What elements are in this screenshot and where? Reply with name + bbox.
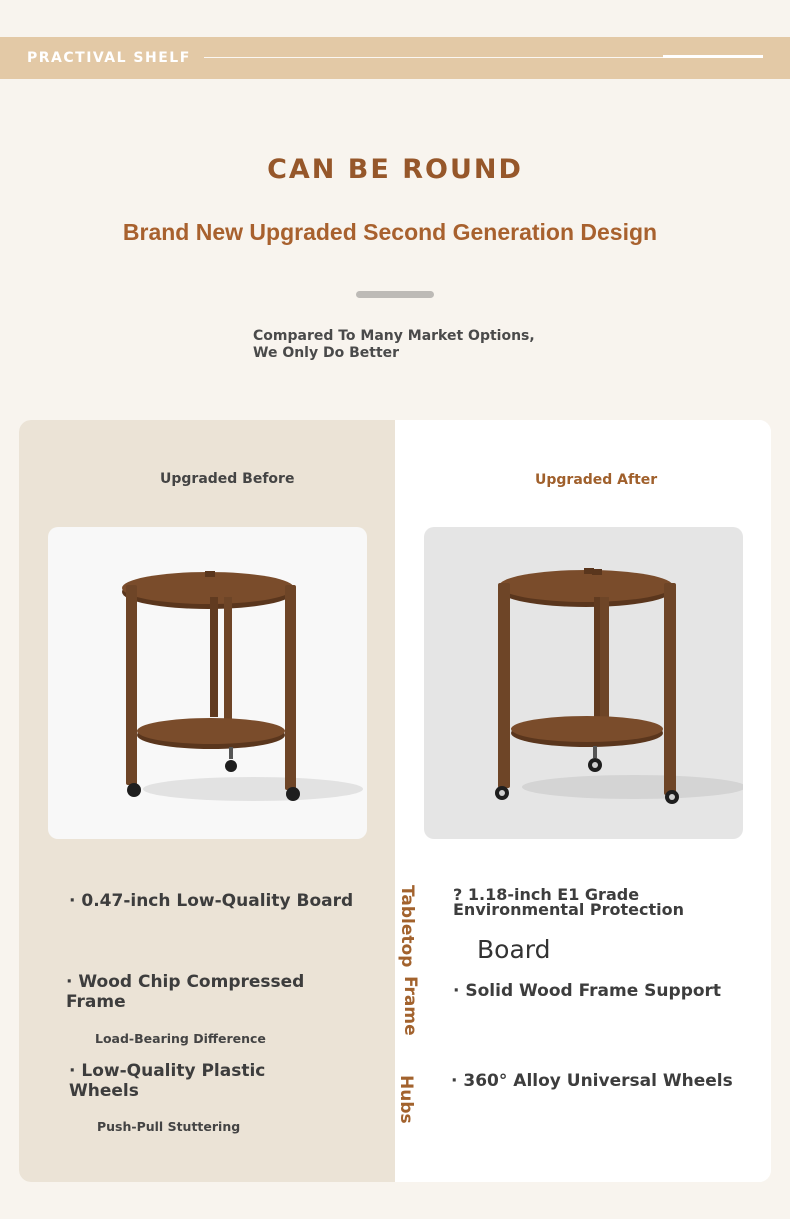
page-headline: CAN BE ROUND bbox=[267, 154, 523, 185]
before-wheels-note: Push-Pull Stuttering bbox=[97, 1119, 241, 1134]
after-board-feature-cont: Board bbox=[477, 935, 551, 964]
top-banner bbox=[0, 37, 790, 79]
section-divider bbox=[356, 291, 434, 298]
comparison-card bbox=[19, 420, 771, 1182]
after-frame-feature: · Solid Wood Frame Support bbox=[453, 981, 722, 1001]
before-board-feature: · 0.47-inch Low-Quality Board bbox=[69, 891, 354, 911]
before-wheels-feature: · Low-Quality Plastic Wheels bbox=[69, 1061, 266, 1101]
before-frame-feature: · Wood Chip Compressed Frame bbox=[66, 972, 305, 1012]
after-title: Upgraded After bbox=[535, 472, 658, 488]
category-tabletop: Tabletop bbox=[397, 885, 417, 968]
category-hubs: Hubs bbox=[396, 1075, 416, 1124]
before-product-image bbox=[48, 527, 367, 839]
after-board-feature: ? 1.18-inch E1 Grade Environmental Protection bbox=[453, 885, 685, 919]
after-product-image bbox=[424, 527, 743, 839]
before-frame-note: Load-Bearing Difference bbox=[95, 1031, 266, 1046]
before-title: Upgraded Before bbox=[160, 471, 295, 487]
after-wheels-feature: · 360° Alloy Universal Wheels bbox=[451, 1071, 733, 1091]
banner-label: PRACTIVAL SHELF bbox=[27, 50, 191, 66]
category-frame: Frame bbox=[400, 976, 420, 1036]
banner-divider-accent bbox=[663, 55, 763, 58]
page-subheadline: Brand New Upgraded Second Generation Design bbox=[122, 219, 658, 245]
intro-text: Compared To Many Market Options, We Only Do Better bbox=[253, 328, 535, 361]
